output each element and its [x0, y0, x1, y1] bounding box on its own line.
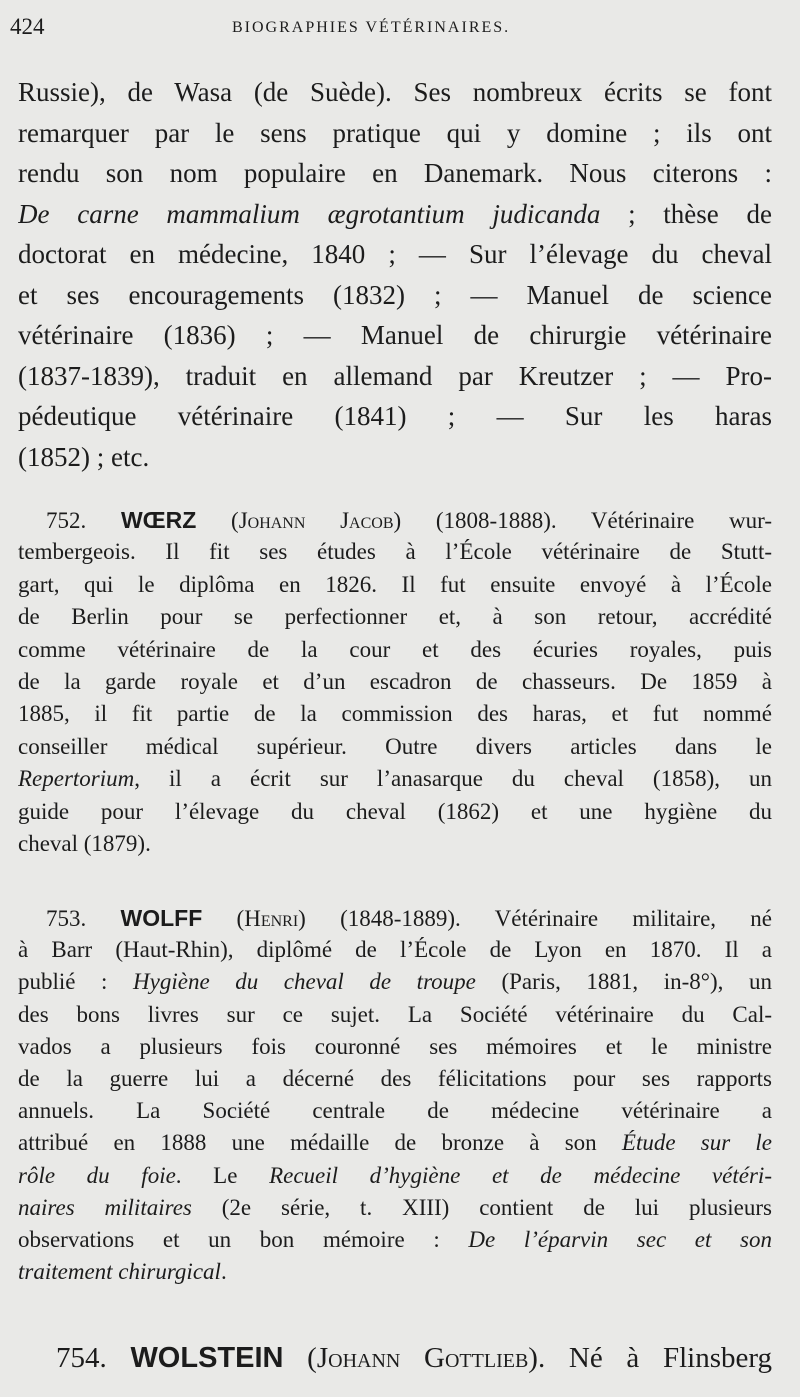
text-run: Russie), de Wasa (de Suède). Ses nombreux écrits se font: [18, 77, 772, 107]
entry-surname: WOLSTEIN: [130, 1342, 284, 1374]
text-run: rendu son nom populaire en Danemark. Nous citerons :: [18, 158, 772, 188]
text-run: , il a écrit sur l’anasarque du cheval (1858), un: [134, 766, 772, 792]
text-run: conseiller médical supérieur. Outre divers articles dans le: [18, 733, 772, 759]
text-line: [18, 315, 772, 356]
text-line: [18, 828, 772, 860]
text-run: 754.: [56, 1342, 131, 1374]
text-line: [18, 396, 772, 437]
text-line: [18, 601, 772, 633]
text-line: [18, 1256, 772, 1288]
text-line: [18, 666, 772, 698]
text-run: .: [220, 1259, 227, 1285]
italic-title: traitement chirurgical: [18, 1259, 221, 1285]
entry-754-wolstein: [18, 1338, 772, 1378]
italic-title: naires militaires: [18, 1194, 192, 1220]
text-line: [18, 1160, 772, 1192]
text-run: guide pour l’élevage du cheval (1862) et une hygiène du: [18, 798, 772, 824]
page-header: [0, 14, 800, 44]
text-run: pédeutique vétérinaire (1841) ; — Sur les haras: [18, 401, 772, 431]
continuation-paragraph: [18, 72, 772, 477]
text-line: [18, 634, 772, 666]
text-run: (: [196, 508, 239, 533]
text-run: (1837-1839), traduit en allemand par Kreutzer ; — Pro-: [18, 360, 772, 391]
running-title: BIOGRAPHIES VÉTÉRINAIRES.: [232, 19, 511, 36]
italic-title: De l’éparvin sec et son: [468, 1226, 772, 1252]
given-names: Henri: [244, 906, 299, 931]
text-line: [18, 902, 772, 934]
text-line: [18, 934, 772, 966]
italic-title: De carne mammalium ægrotantium judicanda: [18, 198, 601, 229]
text-run: et ses encouragements (1832) ; — Manuel de science: [18, 279, 772, 310]
text-run: observations et un bon mémoire :: [18, 1226, 469, 1252]
text-run: vétérinaire (1836) ; — Manuel de chirurgie vétérinaire: [18, 320, 772, 350]
text-line: [18, 966, 772, 998]
text-line: [18, 796, 772, 828]
text-line: [18, 356, 772, 397]
text-run: (: [202, 906, 245, 931]
text-run: gart, qui le diplôma en 1826. Il fut ensuite envoyé à l’École: [18, 571, 772, 597]
text-run: de la guerre lui a décerné des félicitations pour ses rapports: [18, 1065, 772, 1091]
text-line: [18, 113, 772, 154]
text-line: [18, 153, 772, 194]
text-line: [18, 1095, 772, 1127]
text-run: ; thèse de: [600, 198, 772, 229]
text-line: [18, 275, 772, 316]
text-line: [18, 504, 772, 536]
text-line: [18, 1338, 772, 1378]
text-run: remarquer par le sens pratique qui y domine ; ils ont: [18, 117, 772, 148]
text-line: [18, 1127, 772, 1159]
text-line: [18, 569, 772, 601]
text-line: [18, 437, 772, 478]
text-run: (: [283, 1342, 317, 1374]
text-line: [18, 194, 772, 235]
text-line: [18, 536, 772, 568]
entry-752-woerz: [18, 504, 772, 860]
italic-title: Hygiène du cheval de troupe: [133, 969, 476, 995]
text-run: publié :: [18, 969, 134, 995]
italic-title: Repertorium: [18, 766, 135, 792]
text-run: annuels. La Société centrale de médecine vétérinaire a: [18, 1098, 772, 1124]
text-line: [18, 1224, 772, 1256]
text-run: comme vétérinaire de la cour et des écuries royales, puis: [18, 636, 772, 662]
italic-title: rôle du foie: [18, 1162, 176, 1188]
text-line: [18, 1031, 772, 1063]
text-run: (1852) ; etc.: [18, 441, 150, 472]
text-run: (2e série, t. XIII) contient de lui plusieurs: [191, 1194, 772, 1220]
entry-surname: WŒRZ: [120, 507, 197, 533]
text-run: cheval (1879).: [18, 830, 151, 856]
text-run: tembergeois. Il fit ses études à l’École vétérinaire de Stutt-: [18, 539, 772, 565]
entry-753-wolff: [18, 902, 772, 1288]
text-run: 752.: [46, 508, 121, 533]
text-run: attribué en 1888 une médaille de bronze à son: [18, 1130, 622, 1156]
text-line: [18, 763, 772, 795]
text-run: de Berlin pour se perfectionner et, à son retour, accrédité: [18, 604, 772, 630]
entry-surname: WOLFF: [120, 905, 203, 931]
text-run: (Paris, 1881, in-8°), un: [475, 969, 772, 995]
text-line: [18, 731, 772, 763]
text-run: 753.: [46, 906, 121, 931]
text-line: [18, 1063, 772, 1095]
text-line: [18, 999, 772, 1031]
text-line: [18, 698, 772, 730]
text-run: ). Né à Flinsberg: [528, 1342, 772, 1374]
text-run: 1885, il fit partie de la commission des haras, et fut nommé: [18, 701, 772, 727]
text-line: [18, 234, 772, 275]
text-run: vados a plusieurs fois couronné ses mémoires et le ministre: [18, 1033, 772, 1059]
text-run: . Le: [175, 1162, 270, 1188]
text-run: ) (1808-1888). Vétérinaire wur-: [393, 508, 772, 533]
given-names: Johann Jacob: [238, 508, 394, 533]
page-number: 424: [10, 14, 45, 39]
text-run: de la garde royale et d’un escadron de chasseurs. De 1859 à: [18, 668, 772, 694]
italic-title: Étude sur le: [621, 1130, 772, 1156]
text-run: à Barr (Haut-Rhin), diplômé de l’École de Lyon en 1870. Il a: [18, 937, 772, 963]
text-line: [18, 72, 772, 113]
text-run: des bons livres sur ce sujet. La Société vétérinaire du Cal-: [18, 1001, 772, 1027]
given-names: Johann Gottlieb: [316, 1342, 529, 1374]
text-run: doctorat en médecine, 1840 ; — Sur l’élevage du cheval: [18, 239, 772, 269]
text-line: [18, 1192, 772, 1224]
text-run: ) (1848-1889). Vétérinaire militaire, né: [298, 906, 772, 931]
italic-title: Recueil d’hygiène et de médecine vétéri-: [269, 1162, 772, 1188]
